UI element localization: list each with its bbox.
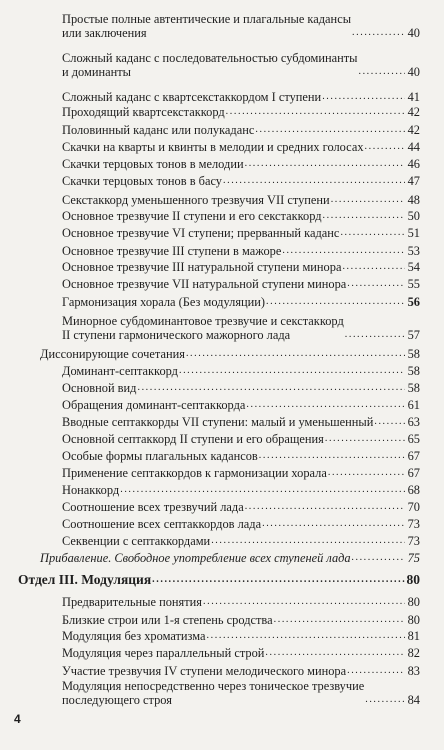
toc-entry[interactable] bbox=[62, 664, 420, 678]
dot-leader bbox=[347, 666, 405, 676]
dot-leader bbox=[340, 228, 405, 238]
dot-leader bbox=[358, 67, 405, 77]
toc-entry-title: Гармонизация хорала (Без модуляции) bbox=[62, 295, 266, 309]
toc-entry-title: Проходящий квартсекстаккорд bbox=[62, 105, 225, 119]
toc-entry-page: 42 bbox=[407, 105, 420, 119]
toc-entry[interactable] bbox=[62, 679, 420, 707]
toc-entry-title: Прибавление. Свободное употребление всех ступеней лада bbox=[40, 551, 351, 565]
dot-leader bbox=[347, 279, 405, 289]
toc-entry-page: 67 bbox=[407, 449, 420, 463]
toc-entry[interactable] bbox=[62, 105, 420, 119]
dot-leader bbox=[223, 176, 405, 186]
dot-leader bbox=[152, 575, 405, 585]
toc-entry-title: Основное трезвучие VII натуральной ступени минора bbox=[62, 277, 347, 291]
toc-entry[interactable] bbox=[62, 517, 420, 531]
toc-entry[interactable] bbox=[62, 646, 420, 660]
toc-entry-page: 42 bbox=[407, 123, 420, 137]
dot-leader bbox=[179, 366, 405, 376]
toc-entry[interactable] bbox=[62, 432, 420, 446]
toc-entry-title: Основное трезвучие III натуральной ступени минора bbox=[62, 260, 342, 274]
toc-entry[interactable] bbox=[62, 364, 420, 378]
toc-entry-page: 82 bbox=[407, 646, 420, 660]
toc-entry-title: Доминант-септаккорд bbox=[62, 364, 178, 378]
toc-entry-title: Скачки терцовых тонов в басу bbox=[62, 174, 222, 188]
toc-entry-title: Основное трезвучие III ступени в мажоре bbox=[62, 244, 282, 258]
dot-leader bbox=[203, 597, 405, 607]
toc-entry-page: 48 bbox=[407, 193, 420, 207]
toc-entry-title: Минорное субдоминантовое трезвучие и секстаккорд II ступени гармонического мажорного лада bbox=[62, 314, 344, 342]
toc-entry[interactable] bbox=[62, 277, 420, 291]
toc-entry[interactable] bbox=[62, 244, 420, 258]
toc-entry[interactable] bbox=[62, 398, 420, 412]
toc-entry-title: Соотношение всех септаккордов лада bbox=[62, 517, 262, 531]
toc-entry-page: 56 bbox=[407, 295, 420, 309]
dot-leader bbox=[345, 330, 405, 340]
dot-leader bbox=[186, 349, 405, 359]
toc-entry-title: Модуляция без хроматизма bbox=[62, 629, 206, 643]
dot-leader bbox=[120, 485, 405, 495]
dot-leader bbox=[245, 159, 405, 169]
toc-entry[interactable] bbox=[62, 381, 420, 395]
toc-entry-page: 58 bbox=[407, 347, 420, 361]
toc-entry[interactable] bbox=[40, 551, 420, 565]
toc-entry-title: Нонаккорд bbox=[62, 483, 120, 497]
toc-entry-title: Половинный каданс или полукаданс bbox=[62, 123, 255, 137]
dot-leader bbox=[328, 468, 405, 478]
toc-entry-page: 80 bbox=[407, 595, 420, 609]
toc-entry-title: Модуляция через параллельный строй bbox=[62, 646, 265, 660]
dot-leader bbox=[265, 648, 405, 658]
toc-entry-title: Основное трезвучие VI ступени; прерванный каданс bbox=[62, 226, 340, 240]
toc-entry-page: 58 bbox=[407, 381, 420, 395]
toc-entry-title: Близкие строи или 1-я степень сродства bbox=[62, 613, 273, 627]
toc-entry-title: Сложный каданс с квартсекстаккордом I ступени bbox=[62, 90, 322, 104]
dot-leader bbox=[331, 195, 405, 205]
toc-entry-page: 40 bbox=[407, 26, 420, 40]
toc-entry[interactable] bbox=[62, 51, 420, 79]
dot-leader bbox=[262, 519, 405, 529]
toc-entry[interactable] bbox=[62, 260, 420, 274]
toc-entry-page: 41 bbox=[407, 90, 420, 104]
toc-entry-page: 70 bbox=[407, 500, 420, 514]
toc-entry[interactable] bbox=[62, 483, 420, 497]
dot-leader bbox=[207, 631, 405, 641]
toc-entry-title: Особые формы плагальных кадансов bbox=[62, 449, 258, 463]
dot-leader bbox=[226, 107, 405, 117]
toc-entry-title: Простые полные автентические и плагальные кадансы или заключения bbox=[62, 12, 352, 40]
toc-entry-title: Секстаккорд уменьшенного трезвучия VII ступени bbox=[62, 193, 330, 207]
toc-entry[interactable] bbox=[62, 193, 420, 207]
toc-entry-page: 80 bbox=[406, 572, 420, 587]
page-number: 4 bbox=[14, 712, 21, 726]
toc-entry-title: Секвенции с септаккордами bbox=[62, 534, 211, 548]
toc-entry-title: Модуляция непосредственно через тоническое трезвучие последующего строя bbox=[62, 679, 365, 707]
toc-entry[interactable] bbox=[18, 573, 420, 587]
toc-entry-title: Основной вид bbox=[62, 381, 137, 395]
toc-entry-title: Скачки терцовых тонов в мелодии bbox=[62, 157, 244, 171]
dot-leader bbox=[365, 695, 405, 705]
dot-leader bbox=[282, 246, 405, 256]
dot-leader bbox=[137, 383, 405, 393]
toc-entry[interactable] bbox=[62, 123, 420, 137]
dot-leader bbox=[266, 297, 405, 307]
dot-leader bbox=[211, 536, 405, 546]
dot-leader bbox=[374, 417, 405, 427]
dot-leader bbox=[342, 262, 405, 272]
toc-entry[interactable] bbox=[62, 157, 420, 171]
toc-entry[interactable] bbox=[62, 295, 420, 309]
toc-entry[interactable] bbox=[62, 12, 420, 40]
toc-entry-page: 40 bbox=[407, 65, 420, 79]
toc-entry-page: 75 bbox=[407, 551, 420, 565]
toc-entry[interactable] bbox=[62, 595, 420, 609]
toc-entry-page: 65 bbox=[407, 432, 420, 446]
toc-entry[interactable] bbox=[40, 347, 420, 361]
toc-entry-page: 54 bbox=[407, 260, 420, 274]
dot-leader bbox=[352, 553, 405, 563]
toc-entry-page: 58 bbox=[407, 364, 420, 378]
dot-leader bbox=[245, 502, 405, 512]
toc-entry-page: 50 bbox=[407, 209, 420, 223]
toc-entry[interactable] bbox=[62, 209, 420, 223]
toc-entry-page: 53 bbox=[407, 244, 420, 258]
dot-leader bbox=[365, 142, 405, 152]
toc-entry-title: Предварительные понятия bbox=[62, 595, 202, 609]
dot-leader bbox=[323, 211, 405, 221]
dot-leader bbox=[255, 125, 405, 135]
toc-entry-page: 68 bbox=[407, 483, 420, 497]
toc-entry[interactable] bbox=[62, 534, 420, 548]
toc-entry-page: 73 bbox=[407, 517, 420, 531]
dot-leader bbox=[259, 451, 405, 461]
toc-entry[interactable] bbox=[62, 629, 420, 643]
dot-leader bbox=[246, 400, 405, 410]
toc-entry-title: Вводные септаккорды VII ступени: малый и уменьшенный bbox=[62, 415, 374, 429]
toc-entry[interactable] bbox=[62, 90, 420, 104]
toc-entry-page: 47 bbox=[407, 174, 420, 188]
dot-leader bbox=[274, 615, 405, 625]
dot-leader bbox=[352, 28, 405, 38]
toc-entry-page: 61 bbox=[407, 398, 420, 412]
toc-entry-title: Сложный каданс с последовательностью субдоминанты и доминанты bbox=[62, 51, 358, 79]
toc-entry-page: 55 bbox=[407, 277, 420, 291]
toc-entry-title: Участие трезвучия IV ступени мелодического минора bbox=[62, 664, 347, 678]
toc-entry[interactable] bbox=[62, 226, 420, 240]
toc-entry[interactable] bbox=[62, 500, 420, 514]
toc-entry[interactable] bbox=[62, 415, 420, 429]
toc-entry[interactable] bbox=[62, 314, 420, 342]
dot-leader bbox=[322, 92, 405, 102]
toc-entry[interactable] bbox=[62, 140, 420, 154]
toc-entry-page: 63 bbox=[407, 415, 420, 429]
toc-entry-page: 46 bbox=[407, 157, 420, 171]
toc-entry-title: Основной септаккорд II ступени и его обращения bbox=[62, 432, 324, 446]
toc-entry-title: Скачки на кварты и квинты в мелодии и средних голосах bbox=[62, 140, 364, 154]
toc-entry-page: 83 bbox=[407, 664, 420, 678]
toc-entry-title: Соотношение всех трезвучий лада bbox=[62, 500, 244, 514]
toc-entry-page: 81 bbox=[407, 629, 420, 643]
toc-entry-page: 80 bbox=[407, 613, 420, 627]
toc-entry-page: 84 bbox=[407, 693, 420, 707]
toc-entry-page: 67 bbox=[407, 466, 420, 480]
toc-entry-page: 73 bbox=[407, 534, 420, 548]
toc-entry-page: 57 bbox=[407, 328, 420, 342]
toc-entry-page: 44 bbox=[407, 140, 420, 154]
dot-leader bbox=[325, 434, 405, 444]
toc-entry-title: Применение септаккордов к гармонизации хорала bbox=[62, 466, 327, 480]
toc-entry-title: Обращения доминант-септаккорда bbox=[62, 398, 246, 412]
toc-entry[interactable] bbox=[62, 449, 420, 463]
toc-entry-page: 51 bbox=[407, 226, 420, 240]
toc-entry-title: Отдел III. Модуляция bbox=[18, 572, 152, 587]
toc-entry[interactable] bbox=[62, 613, 420, 627]
toc-entry-title: Диссонирующие сочетания bbox=[40, 347, 185, 361]
toc-entry[interactable] bbox=[62, 466, 420, 480]
toc-entry-title: Основное трезвучие II ступени и его секстаккорд bbox=[62, 209, 322, 223]
toc-entry[interactable] bbox=[62, 174, 420, 188]
